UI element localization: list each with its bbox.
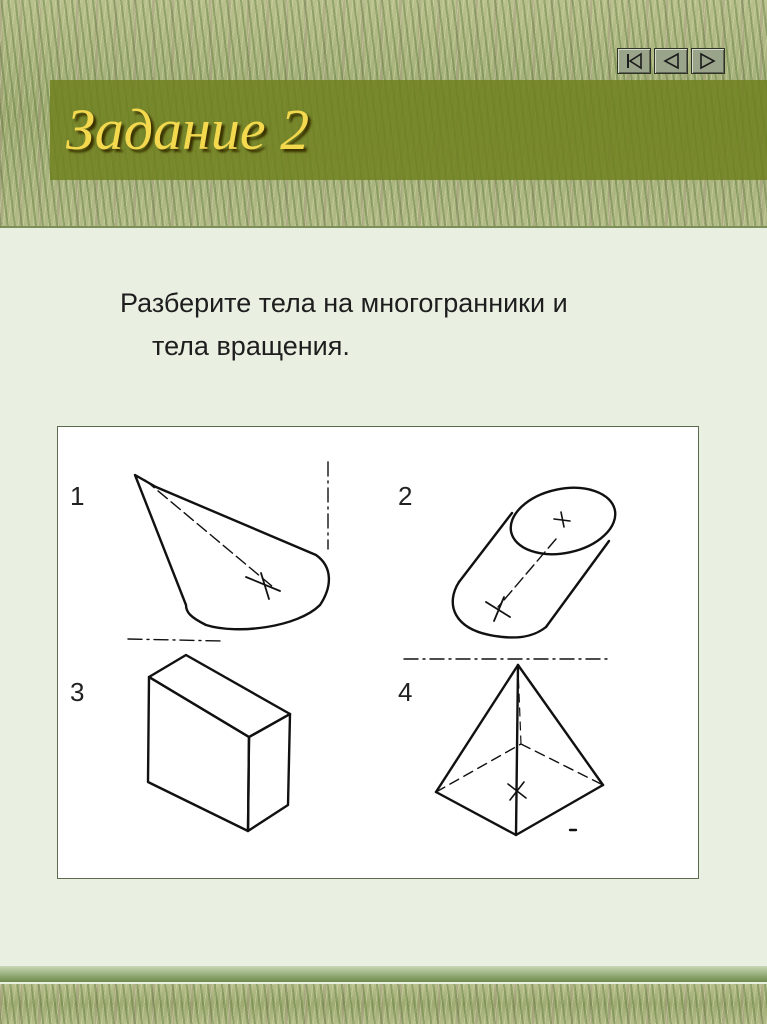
task-instructions bbox=[120, 282, 720, 368]
first-slide-button[interactable] bbox=[617, 48, 651, 74]
figure-label-1: 1 bbox=[70, 481, 85, 511]
slide-navigation bbox=[617, 48, 725, 74]
first-slide-icon bbox=[623, 52, 645, 70]
box-figure bbox=[148, 655, 290, 831]
figures-panel bbox=[57, 426, 699, 879]
next-slide-icon bbox=[697, 52, 719, 70]
grass-footer-background bbox=[0, 984, 767, 1024]
figure-label-4: 4 bbox=[398, 677, 413, 707]
footer-divider bbox=[0, 966, 767, 982]
next-slide-button[interactable] bbox=[691, 48, 725, 74]
slide-title: Задание 2 bbox=[66, 97, 310, 162]
previous-slide-button[interactable] bbox=[654, 48, 688, 74]
pyramid-figure bbox=[404, 659, 612, 835]
figure-label-2: 2 bbox=[398, 481, 413, 511]
cone-figure bbox=[128, 462, 329, 641]
previous-slide-icon bbox=[660, 52, 682, 70]
panel-divider bbox=[0, 226, 767, 228]
figure-label-3: 3 bbox=[70, 677, 85, 707]
cylinder-figure bbox=[453, 479, 622, 638]
task-line-2: тела вращения. bbox=[152, 331, 350, 361]
figures-drawing bbox=[58, 427, 698, 878]
task-line-1: Разберите тела на многогранники и bbox=[120, 288, 568, 318]
